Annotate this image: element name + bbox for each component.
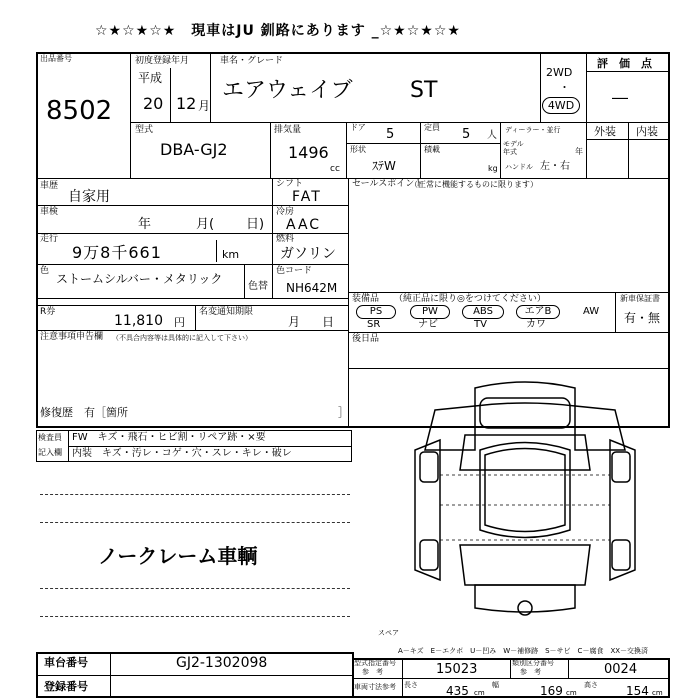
equip-abs: ABS	[462, 305, 504, 319]
inspection-day: 日)	[246, 217, 265, 232]
shape-value: ｽﾃW	[372, 159, 396, 173]
sales-sub: （正常に機能するものに限ります）	[410, 180, 538, 189]
name-change-label: 名変通知期限	[199, 307, 254, 317]
dealer-label: ディーラー・並行	[505, 126, 561, 134]
lot-number: 8502	[46, 96, 113, 126]
car-diagram	[405, 380, 645, 620]
name-change-day: 日	[322, 315, 335, 329]
capacity-unit: 人	[487, 130, 497, 141]
rating-value: ―	[612, 88, 628, 107]
inspector-row1: FW キズ・飛石・ヒビ割・リペア跡・×要	[72, 432, 266, 443]
warranty-label: 新車保証書	[620, 294, 660, 303]
equip-navi: ナビ	[418, 319, 438, 330]
displacement-value: 1496	[288, 143, 329, 162]
equip-pw: PW	[410, 305, 450, 319]
type-no-label2: 参 考	[362, 668, 383, 676]
equip-airbag: エアB	[516, 305, 560, 319]
dims-length: 435	[446, 684, 469, 698]
dealer-year-unit: 年	[575, 147, 583, 156]
car-label: 車名・グレード	[220, 56, 284, 66]
dealer-model-year: モデル 年式	[503, 140, 524, 156]
damage-legend: A－キズ E－エクボ U－凹み W－補修跡 S－サビ C－腐食 XX－交換済	[398, 647, 649, 655]
registration-label: 登録番号	[44, 680, 88, 693]
rating-interior: 内装	[636, 125, 658, 138]
model-label: 型式	[135, 125, 154, 135]
notes-bracket: ］	[338, 406, 349, 419]
drive-2wd: 2WD	[546, 66, 573, 79]
inspector-row2: 内装 キズ・汚レ・コゲ・穴・スレ・キレ・破レ	[72, 448, 292, 459]
doors-value: 5	[386, 127, 395, 142]
rating-exterior: 外装	[594, 125, 616, 138]
fuel-value: ガソリン	[280, 246, 336, 262]
lot-label: 出品番号	[40, 54, 72, 63]
inspector-label2: 記入欄	[38, 448, 62, 457]
equipment-sub: （純正品に限り◎をつけてください）	[394, 294, 546, 304]
equip-tv: TV	[474, 319, 487, 330]
mileage-label: 走行	[40, 234, 59, 244]
doors-label: ドア	[350, 123, 366, 132]
displacement-unit: cc	[330, 164, 340, 174]
mileage-unit: km	[222, 248, 240, 261]
inspection-month: 月(	[196, 217, 215, 232]
sales-label: セールスポイント	[352, 179, 424, 189]
dims-width: 169	[540, 684, 563, 698]
load-unit: kg	[488, 164, 498, 173]
drive-4wd: 4WD	[542, 97, 580, 114]
seat-day-label: 後日品	[352, 334, 380, 344]
ac-value: AAC	[286, 217, 322, 233]
dims-height-label: 高さ	[584, 681, 598, 689]
color-code-label: 色コード	[276, 266, 313, 276]
load-label: 積載	[424, 145, 440, 154]
dims-width-label: 幅	[492, 681, 499, 689]
dims-length-unit: cm	[474, 689, 485, 697]
reg-month: 12	[176, 94, 197, 113]
drive-dot: ・	[559, 81, 570, 94]
equip-aw: AW	[583, 306, 600, 317]
notes-label: 注意事項申告欄	[40, 332, 104, 342]
inspector-label1: 検査員	[38, 433, 62, 442]
equip-ps: PS	[356, 305, 396, 319]
header-title: ☆★☆★☆★ 現車はJU 釧路にあります _☆★☆★☆★	[95, 23, 461, 39]
dims-height: 154	[626, 684, 649, 698]
history-label: 車歴	[40, 181, 59, 191]
spare-label: スペア	[378, 629, 399, 637]
type-no-label1: 型式指定番号	[354, 659, 396, 667]
fuel-label: 燃料	[276, 234, 295, 244]
model-value: DBA-GJ2	[160, 140, 228, 159]
color-code: NH642M	[286, 281, 338, 295]
equip-sr: SR	[367, 319, 381, 330]
notes-repair: 修復歴 有［箇所	[40, 406, 128, 419]
handwritten-no-claim: ノークレーム車輌	[98, 544, 258, 568]
ac-label: 冷房	[276, 207, 295, 217]
car-grade: ST	[410, 78, 438, 103]
warranty-value: 有・無	[624, 311, 661, 325]
rating-label: 評 価 点	[597, 57, 652, 70]
name-change-month: 月	[288, 315, 301, 329]
capacity-label: 定員	[424, 123, 440, 132]
dealer-handle-label: ハンドル	[505, 163, 533, 171]
color-value: ストームシルバー・メタリック	[56, 272, 223, 286]
notes-sub: （不具合内容等は具体的に記入して下さい）	[112, 334, 252, 342]
dims-height-unit: cm	[652, 689, 663, 697]
equip-leather: カワ	[526, 319, 546, 330]
color-label: 色	[40, 266, 50, 276]
shift-value: FAT	[292, 189, 322, 205]
recycle-unit: 円	[174, 316, 185, 329]
color-swap-label: 色替	[248, 281, 268, 292]
reg-year: 20	[143, 94, 164, 113]
displacement-label: 排気量	[274, 125, 302, 135]
shift-label: シフト	[276, 179, 304, 189]
chassis-label: 車台番号	[44, 656, 88, 669]
dims-width-unit: cm	[566, 689, 577, 697]
chassis-value: GJ2-1302098	[176, 655, 268, 671]
type-no-value: 15023	[436, 662, 478, 677]
capacity-value: 5	[462, 127, 471, 142]
class-no-value: 0024	[604, 662, 638, 677]
mileage-value: 9万8千661	[72, 243, 162, 262]
shape-label: 形状	[350, 145, 366, 154]
dims-label: 車両寸法参考	[354, 683, 396, 691]
class-no-label2: 参 考	[520, 668, 541, 676]
reg-era: 平成	[138, 71, 163, 85]
car-name: エアウェイブ	[222, 78, 353, 103]
equipment-label: 装備品	[352, 294, 380, 304]
class-no-label1: 類別区分番号	[512, 659, 554, 667]
recycle-value: 11,810	[114, 313, 163, 329]
reg-month-unit: 月	[198, 99, 211, 113]
reg-label: 初度登録年月	[135, 56, 190, 66]
inspection-label: 車検	[40, 207, 59, 217]
recycle-label: R券	[40, 307, 56, 317]
inspection-year: 年	[138, 217, 152, 232]
dims-length-label: 長さ	[404, 681, 418, 689]
dealer-handle-value: 左・右	[540, 161, 570, 172]
history-value: 自家用	[68, 189, 110, 205]
